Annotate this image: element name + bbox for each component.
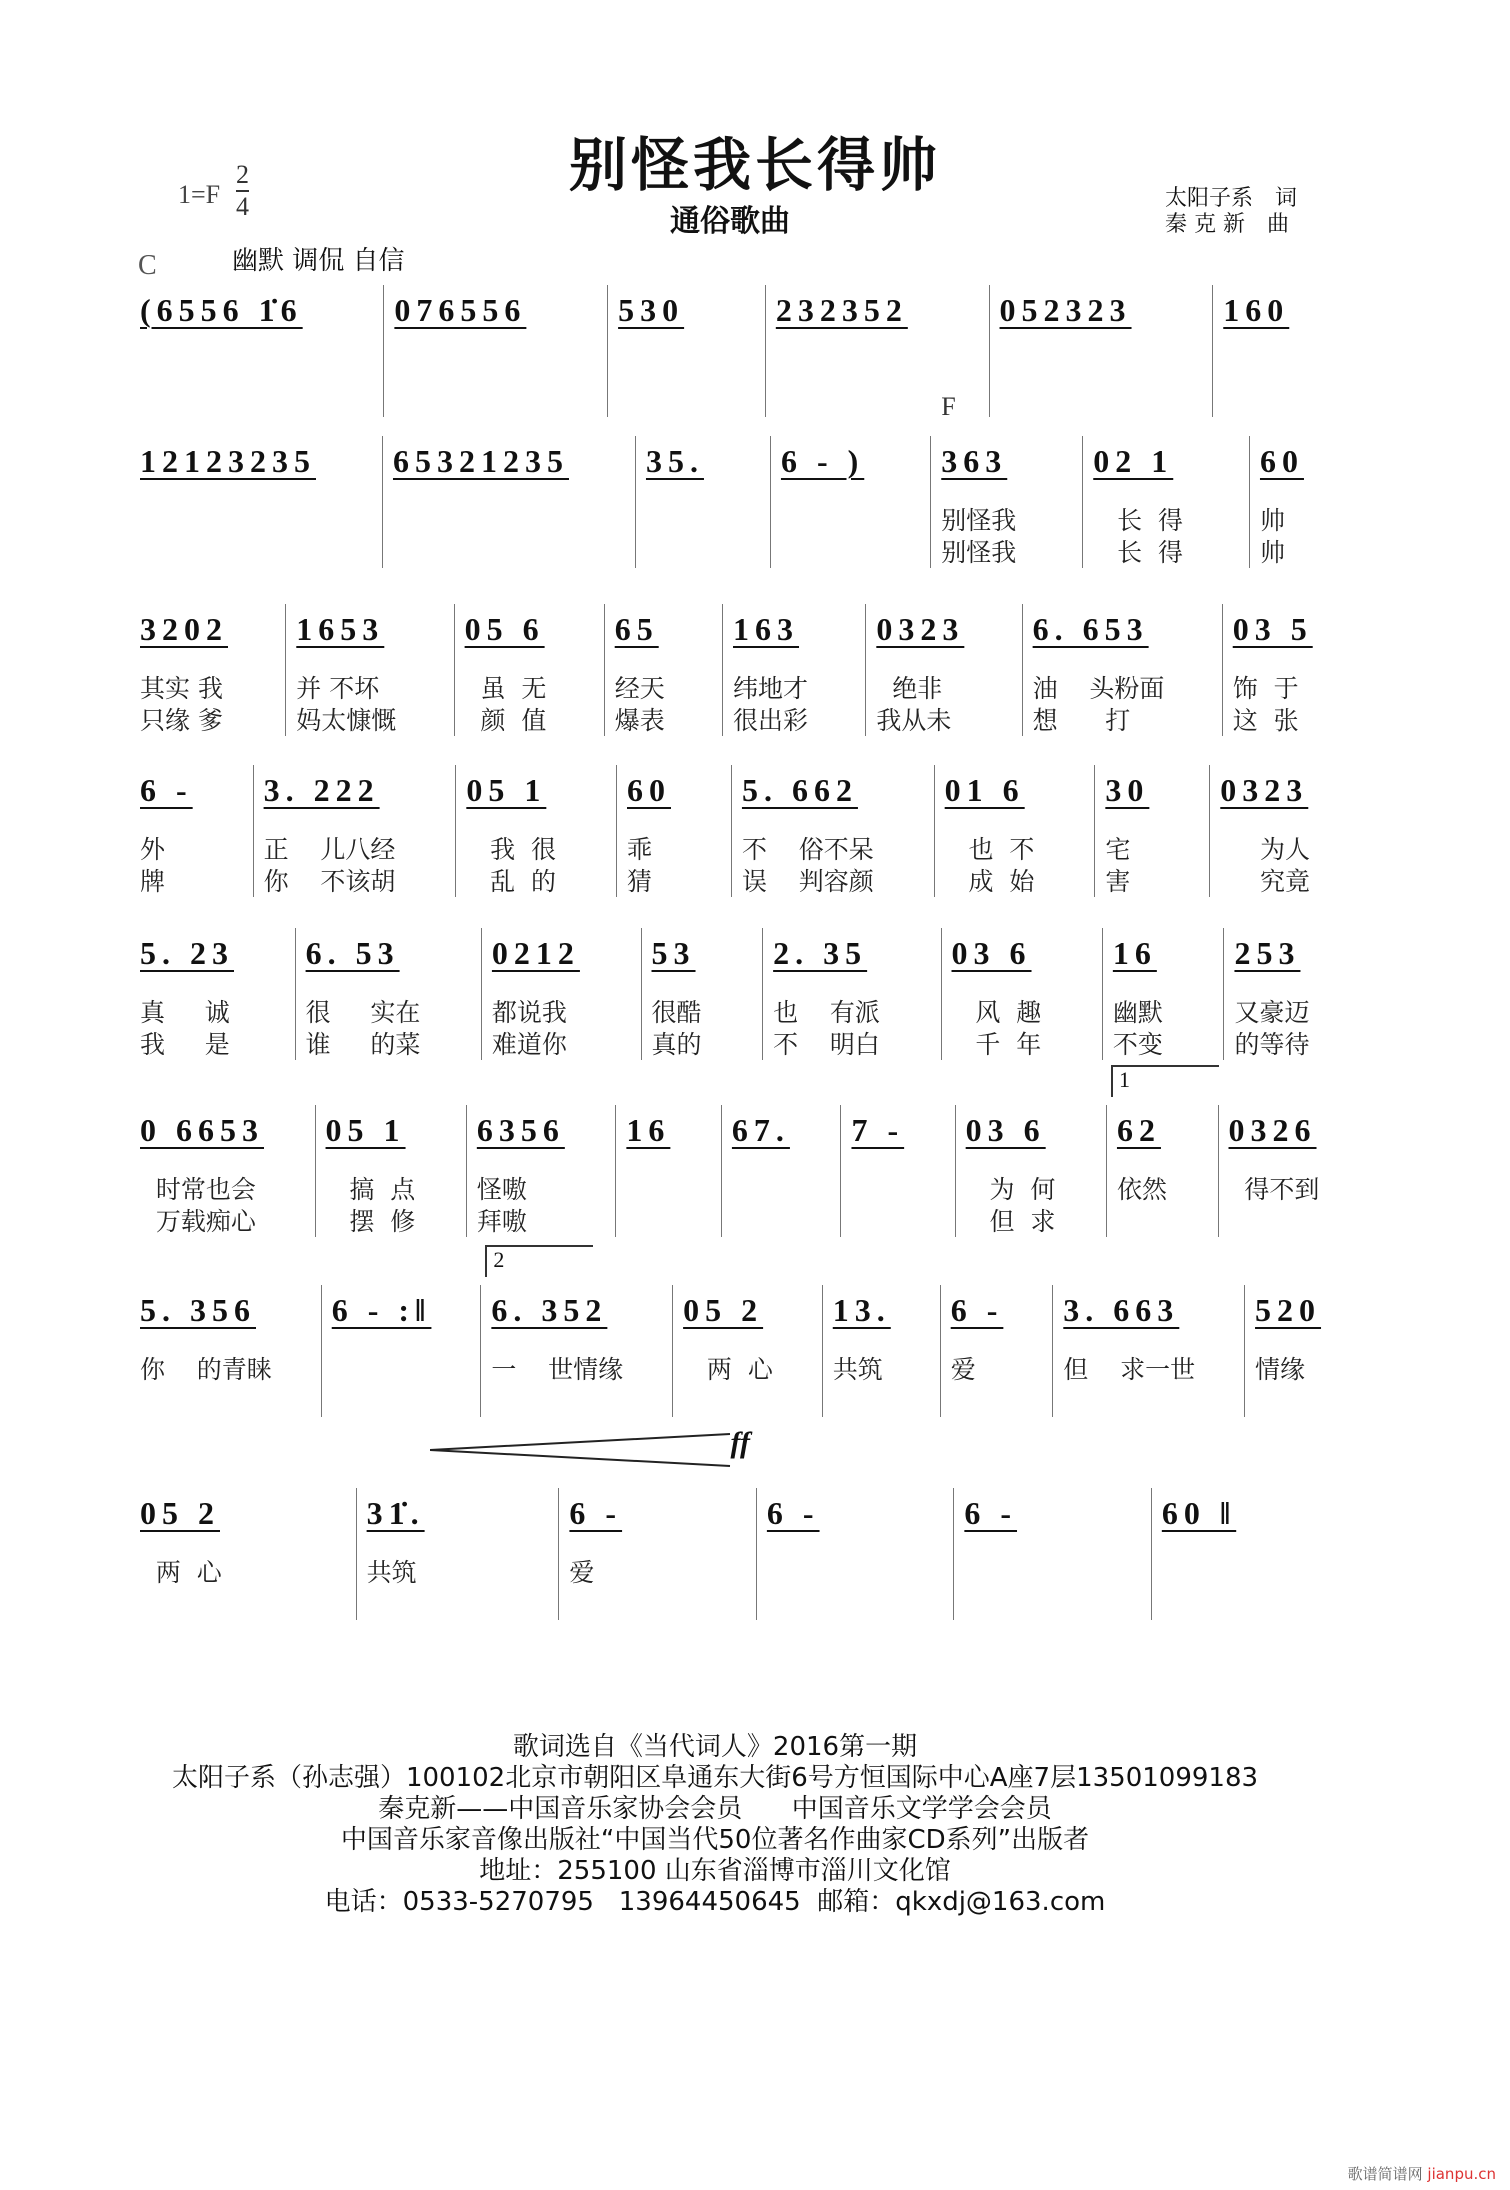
footer-line: 太阳子系（孙志强）100102北京市朝阳区阜通东大街6号方恒国际中心A座7层13501099183: [171, 1763, 1259, 1793]
lyric-verse-1: 共筑: [832, 1355, 883, 1384]
measure: [1053, 1285, 1245, 1417]
lyric-verse-1: [1162, 1558, 1360, 1588]
lyric-verse-2: [332, 1387, 471, 1417]
lyric-verse-1: 别怪我: [941, 506, 1017, 535]
lyric-verse-1: 爱: [950, 1355, 976, 1384]
lyric-verse-1: 一 世情缘: [491, 1355, 624, 1384]
measure: [1210, 765, 1370, 897]
notes: 160: [1223, 292, 1290, 328]
notes: 1653: [296, 611, 385, 647]
notes: 62: [1116, 1112, 1161, 1148]
lyric-verse-1: 你 的青睐: [140, 1355, 272, 1384]
measure: [286, 604, 454, 736]
lyric-verse-2: [140, 387, 373, 417]
lyric-verse-1: 共筑: [366, 1558, 417, 1587]
notes: 6. 352: [491, 1292, 608, 1328]
lyric-verse-1: 我 很: [466, 835, 557, 864]
measure: [456, 765, 617, 897]
lyric-verse-1: 怪嗷: [476, 1175, 527, 1204]
score-row: [130, 392, 1370, 568]
measure: [942, 928, 1103, 1060]
notes: 363: [941, 443, 1008, 479]
time-signature: [236, 160, 249, 222]
notes: 052323: [999, 292, 1132, 328]
lyric-verse-1: 两 心: [140, 1558, 222, 1587]
lyric-verse-2: 的等待: [1234, 1030, 1310, 1059]
footer-line: 秦克新——中国音乐家协会会员 中国音乐文学学会会员: [378, 1794, 1052, 1824]
lyric-verse-1: [767, 1558, 943, 1588]
lyric-verse-2: [140, 1387, 311, 1417]
chord-symbol: F: [941, 392, 956, 421]
notes: 60 ‖: [1161, 1495, 1237, 1531]
lyric-verse-2: [140, 1590, 346, 1620]
lyric-verse-2: 妈太慷慨: [296, 706, 397, 735]
lyric-verse-2: 你 不该胡: [263, 867, 396, 896]
notes: 7 -: [851, 1112, 905, 1148]
notes: 6 -: [766, 1495, 820, 1531]
measure: [1095, 765, 1210, 897]
measure: [130, 765, 254, 897]
measure: [608, 285, 766, 417]
lyric-verse-2: 牌: [140, 867, 166, 896]
lyric-verse-1: 宅: [1105, 835, 1131, 864]
notes: 05 6: [464, 611, 545, 647]
lyric-verse-2: [964, 1590, 1140, 1620]
lyric-verse-2: 颜 值: [464, 706, 547, 735]
watermark: [1348, 2163, 1496, 2184]
notes: 6 -: [950, 1292, 1004, 1328]
notes: 30: [1105, 772, 1150, 808]
lyric-verse-1: 为人: [1220, 835, 1311, 864]
hairpin-icon: [430, 1430, 750, 1470]
measure: [723, 604, 866, 736]
lyric-verse-1: 搞 点: [325, 1175, 416, 1204]
lyric-verse-2: 这 张: [1232, 706, 1299, 735]
lyric-verse-2: [732, 1207, 831, 1237]
lyric-verse-2: 害: [1105, 867, 1131, 896]
measure: [1103, 928, 1225, 1060]
measure: [455, 604, 605, 736]
credits: [1165, 186, 1297, 238]
notes: 31̇.: [366, 1495, 425, 1531]
notes: 03 6: [951, 935, 1032, 971]
notes: 0326: [1228, 1112, 1317, 1148]
measure: [941, 1285, 1054, 1417]
lyric-verse-1: [394, 355, 597, 385]
notes: 02 1: [1093, 443, 1174, 479]
lyric-verse-1: [626, 1175, 711, 1205]
lyric-verse-2: [1117, 1207, 1208, 1237]
measure: [866, 604, 1022, 736]
lyric-verse-1: [140, 506, 372, 536]
score-row: [130, 928, 1370, 1060]
lyric-verse-2: 真的: [651, 1030, 702, 1059]
lyric-verse-2: [1063, 1387, 1234, 1417]
lyric-verse-1: 情缘: [1255, 1355, 1306, 1384]
notes: 5. 23: [140, 935, 234, 971]
notes: 67.: [731, 1112, 790, 1148]
notes: 05 2: [683, 1292, 764, 1328]
lyric-verse-1: [1000, 355, 1203, 385]
lyric-verse-1: 外: [140, 835, 166, 864]
notes: 05 1: [325, 1112, 406, 1148]
mood-marking: 幽默 调侃 自信: [232, 246, 405, 276]
notes: 05 2: [140, 1495, 220, 1531]
measure: [617, 765, 732, 897]
lyric-verse-2: 拜嗷: [476, 1207, 527, 1236]
lyric-verse-1: 虽 无: [464, 674, 547, 703]
lyric-verse-2: 长 得: [1093, 538, 1183, 567]
footer-info: [0, 1732, 1430, 1918]
lyric-verse-1: 正 儿八经: [263, 835, 396, 864]
footer-line: 中国音乐家音像出版社“中国当代50位著名作曲家CD系列”出版者: [340, 1825, 1090, 1855]
lyric-verse-1: [851, 1175, 944, 1205]
crescendo-hairpin: [430, 1426, 750, 1470]
lyric-verse-1: 两 心: [683, 1355, 773, 1384]
intro-chord: C: [138, 250, 157, 281]
score-row: [130, 604, 1370, 736]
lyric-verse-1: 爱: [569, 1558, 595, 1587]
lyric-verse-1: 很酷: [651, 998, 702, 1027]
measure: [316, 1105, 467, 1237]
lyric-verse-1: 真 诚: [140, 998, 230, 1027]
score-row: [130, 1247, 1370, 1417]
footer-line: 地址：255100 山东省淄博市淄川文化馆: [479, 1856, 951, 1886]
lyric-verse-1: [618, 355, 755, 385]
key-signature: 1=F: [178, 180, 221, 209]
measure: [954, 1488, 1151, 1620]
lyric-verse-2: 究竟: [1220, 867, 1311, 896]
lyric-verse-1: 经天: [614, 674, 665, 703]
measure: [605, 604, 723, 736]
lyric-verse-1: 绝非: [876, 674, 943, 703]
measure: [763, 928, 941, 1060]
measure: [642, 928, 764, 1060]
lyric-verse-2: 但 求: [965, 1207, 1056, 1236]
lyric-verse-2: 想 打: [1032, 706, 1131, 735]
measure: [130, 436, 383, 568]
lyric-verse-1: 也 不: [944, 835, 1035, 864]
notes: 3. 663: [1063, 1292, 1180, 1328]
time-sig-bottom: 4: [236, 192, 249, 221]
lyric-verse-1: 乖: [627, 835, 653, 864]
notes: 232352: [775, 292, 908, 328]
measure: [1083, 436, 1250, 568]
lyric-verse-2: 别怪我: [941, 538, 1017, 567]
lyric-verse-1: 其实 我: [140, 674, 223, 703]
lyric-verse-1: [781, 506, 920, 536]
notes: 35.: [645, 443, 704, 479]
lyric-verse-2: 摆 修: [325, 1207, 416, 1236]
measure: [1023, 604, 1223, 736]
measure: [130, 285, 384, 417]
notes: 03 5: [1232, 611, 1313, 647]
lyric-verse-2: [626, 1207, 711, 1237]
measure: [1219, 1105, 1370, 1237]
measure: [481, 1247, 673, 1417]
lyric-verse-1: 纬地才: [733, 674, 809, 703]
lyric-verse-1: 油 头粉面: [1032, 674, 1165, 703]
score-row: [130, 1067, 1370, 1237]
lyric-verse-2: [781, 538, 920, 568]
lyric-verse-2: 误 判容颜: [741, 867, 874, 896]
measure: [383, 436, 636, 568]
lyric-verse-1: 又豪迈: [1234, 998, 1310, 1027]
measure: [732, 765, 935, 897]
lyric-verse-1: 长 得: [1093, 506, 1183, 535]
measure: [559, 1488, 756, 1620]
notes: 2. 35: [773, 935, 868, 971]
notes: 05 1: [466, 772, 547, 808]
lyric-verse-1: 但 求一世: [1063, 1355, 1196, 1384]
lyric-verse-1: 很 实在: [305, 998, 421, 1027]
footer-line: 歌词选自《当代词人》2016第一期: [512, 1732, 918, 1762]
lyric-verse-2: [1000, 387, 1203, 417]
measure: [384, 285, 608, 417]
lyric-verse-2: [851, 1207, 944, 1237]
lyric-verse-1: [332, 1355, 471, 1385]
measure: [990, 285, 1214, 417]
composer-credit: 秦 克 新 曲: [1165, 212, 1289, 237]
lyric-verse-2: [767, 1590, 943, 1620]
lyric-verse-1: 饰 于: [1232, 674, 1299, 703]
lyric-verse-2: 我 是: [140, 1030, 230, 1059]
watermark-cn: 歌谱简谱网: [1347, 2165, 1423, 2183]
notes: 6. 53: [305, 935, 400, 971]
lyric-verse-2: 难道你: [491, 1030, 567, 1059]
lyric-verse-2: [646, 538, 760, 568]
lyric-verse-2: [951, 1387, 1043, 1417]
measure: [1245, 1285, 1370, 1417]
lyric-verse-1: 得不到: [1228, 1175, 1320, 1204]
lyric-verse-2: [491, 1387, 662, 1417]
notes: 0 6653: [140, 1112, 264, 1148]
notes: 13.: [832, 1292, 891, 1328]
notes: 16: [626, 1112, 671, 1148]
lyric-verse-1: 时常也会: [140, 1175, 256, 1204]
notes: 60: [1259, 443, 1304, 479]
lyric-verse-1: [393, 506, 625, 536]
lyricist-credit: 太阳子系 词: [1165, 186, 1298, 211]
notes: (6556 1̇6: [140, 292, 303, 328]
measure: [1224, 928, 1370, 1060]
lyric-verse-2: [683, 1387, 812, 1417]
dynamic-marking: ff: [730, 1426, 750, 1459]
lyric-verse-2: [1255, 1387, 1360, 1417]
lyric-verse-1: 幽默: [1112, 998, 1163, 1027]
notes: 6 -: [964, 1495, 1018, 1531]
measure: [931, 392, 1083, 568]
lyric-verse-2: 成 始: [944, 867, 1035, 896]
lyric-verse-1: 也 有派: [773, 998, 880, 1027]
lyric-verse-1: [1223, 355, 1360, 385]
time-sig-top: 2: [236, 160, 249, 192]
notes: 0323: [876, 611, 965, 647]
measure: [757, 1488, 954, 1620]
measure: [1223, 604, 1370, 736]
notes: 12123235: [140, 443, 316, 479]
notes: 5. 356: [140, 1292, 256, 1328]
measure: [254, 765, 457, 897]
score-row: [130, 765, 1370, 897]
notes: 0323: [1220, 772, 1309, 808]
measure: [1213, 285, 1370, 417]
lyric-verse-2: [833, 1387, 930, 1417]
notes: 163: [733, 611, 800, 647]
lyric-verse-2: 猜: [627, 867, 653, 896]
lyric-verse-2: [569, 1590, 745, 1620]
notes: 6. 653: [1032, 611, 1149, 647]
measure: [130, 604, 286, 736]
song-title: 别怪我长得帅: [568, 131, 941, 199]
volta-bracket: 1: [1111, 1065, 1219, 1097]
notes: 01 6: [944, 772, 1025, 808]
measure: [322, 1285, 482, 1417]
lyric-verse-2: 不 明白: [773, 1030, 880, 1059]
lyric-verse-1: 不 俗不呆: [741, 835, 874, 864]
measure: [1250, 436, 1370, 568]
lyric-verse-2: [1223, 387, 1360, 417]
notes: 03 6: [965, 1112, 1046, 1148]
notes: 3202: [140, 611, 228, 647]
measure: [823, 1285, 941, 1417]
lyric-verse-2: [1229, 1207, 1360, 1237]
lyric-verse-2: 乱 的: [466, 867, 557, 896]
lyric-verse-1: [646, 506, 760, 536]
lyric-verse-1: 依然: [1116, 1175, 1167, 1204]
notes: 0212: [491, 935, 580, 971]
footer-line: 电话：0533-5270795 13964450645 邮箱：qkxdj@163.com: [324, 1887, 1106, 1917]
lyric-verse-1: [776, 355, 979, 385]
measure: [482, 928, 642, 1060]
measure: [296, 928, 482, 1060]
lyric-verse-1: 风 趣: [951, 998, 1042, 1027]
measure: [935, 765, 1096, 897]
notes: 5. 662: [741, 772, 858, 808]
lyric-verse-2: 万载痴心: [140, 1207, 256, 1236]
lyric-verse-1: 帅: [1259, 506, 1285, 535]
measure: [1107, 1067, 1219, 1237]
lyric-verse-2: 谁 的菜: [305, 1030, 421, 1059]
lyric-verse-2: [394, 387, 597, 417]
notes: 6 - ): [780, 443, 865, 479]
measure: [467, 1105, 617, 1237]
lyric-verse-2: 不变: [1112, 1030, 1163, 1059]
notes: 60: [627, 772, 671, 808]
measure: [1152, 1488, 1370, 1620]
measure: [771, 436, 931, 568]
measure: [636, 436, 771, 568]
notes: 6356: [476, 1112, 565, 1148]
lyric-verse-2: 千 年: [951, 1030, 1042, 1059]
lyric-verse-2: [618, 387, 755, 417]
lyric-verse-2: [393, 538, 625, 568]
lyric-verse-2: [140, 538, 372, 568]
lyric-verse-2: 只缘 爹: [140, 706, 223, 735]
measure: [766, 285, 990, 417]
lyric-verse-1: [140, 355, 373, 385]
score-row: [130, 1488, 1370, 1620]
notes: 3. 222: [263, 772, 380, 808]
notes: 520: [1255, 1292, 1322, 1328]
lyric-verse-2: 爆表: [614, 706, 665, 735]
notes: 16: [1112, 935, 1157, 971]
measure: [130, 1488, 357, 1620]
measure: [130, 928, 296, 1060]
genre-label: 通俗歌曲: [670, 204, 790, 239]
notes: 6 - :‖: [331, 1292, 432, 1328]
lyric-verse-2: 很出彩: [733, 706, 809, 735]
lyric-verse-2: [367, 1590, 549, 1620]
lyric-verse-1: [732, 1175, 831, 1205]
lyric-verse-2: 我从未: [876, 706, 952, 735]
measure: [956, 1105, 1107, 1237]
notes: 076556: [394, 292, 527, 328]
measure: [616, 1105, 722, 1237]
notes: 65: [614, 611, 659, 647]
measure: [673, 1285, 823, 1417]
volta-bracket: 2: [485, 1245, 593, 1277]
measure: [722, 1105, 842, 1237]
lyric-verse-1: [964, 1558, 1140, 1588]
lyric-verse-1: 为 何: [965, 1175, 1056, 1204]
notes: 65321235: [392, 443, 569, 479]
score-row: [130, 285, 1370, 417]
watermark-site: jianpu.cn: [1427, 2165, 1496, 2183]
notes: 6 -: [140, 772, 193, 808]
notes: 53: [651, 935, 696, 971]
measure: [130, 1105, 316, 1237]
notes: 530: [618, 292, 685, 328]
notes: 6 -: [569, 1495, 623, 1531]
lyric-verse-1: 都说我: [491, 998, 567, 1027]
measure: [130, 1285, 322, 1417]
notes: 253: [1234, 935, 1301, 971]
lyric-verse-2: 帅: [1259, 538, 1285, 567]
measure: [841, 1105, 955, 1237]
lyric-verse-1: 并 不坏: [296, 674, 380, 703]
lyric-verse-2: [1162, 1590, 1360, 1620]
measure: [357, 1488, 560, 1620]
